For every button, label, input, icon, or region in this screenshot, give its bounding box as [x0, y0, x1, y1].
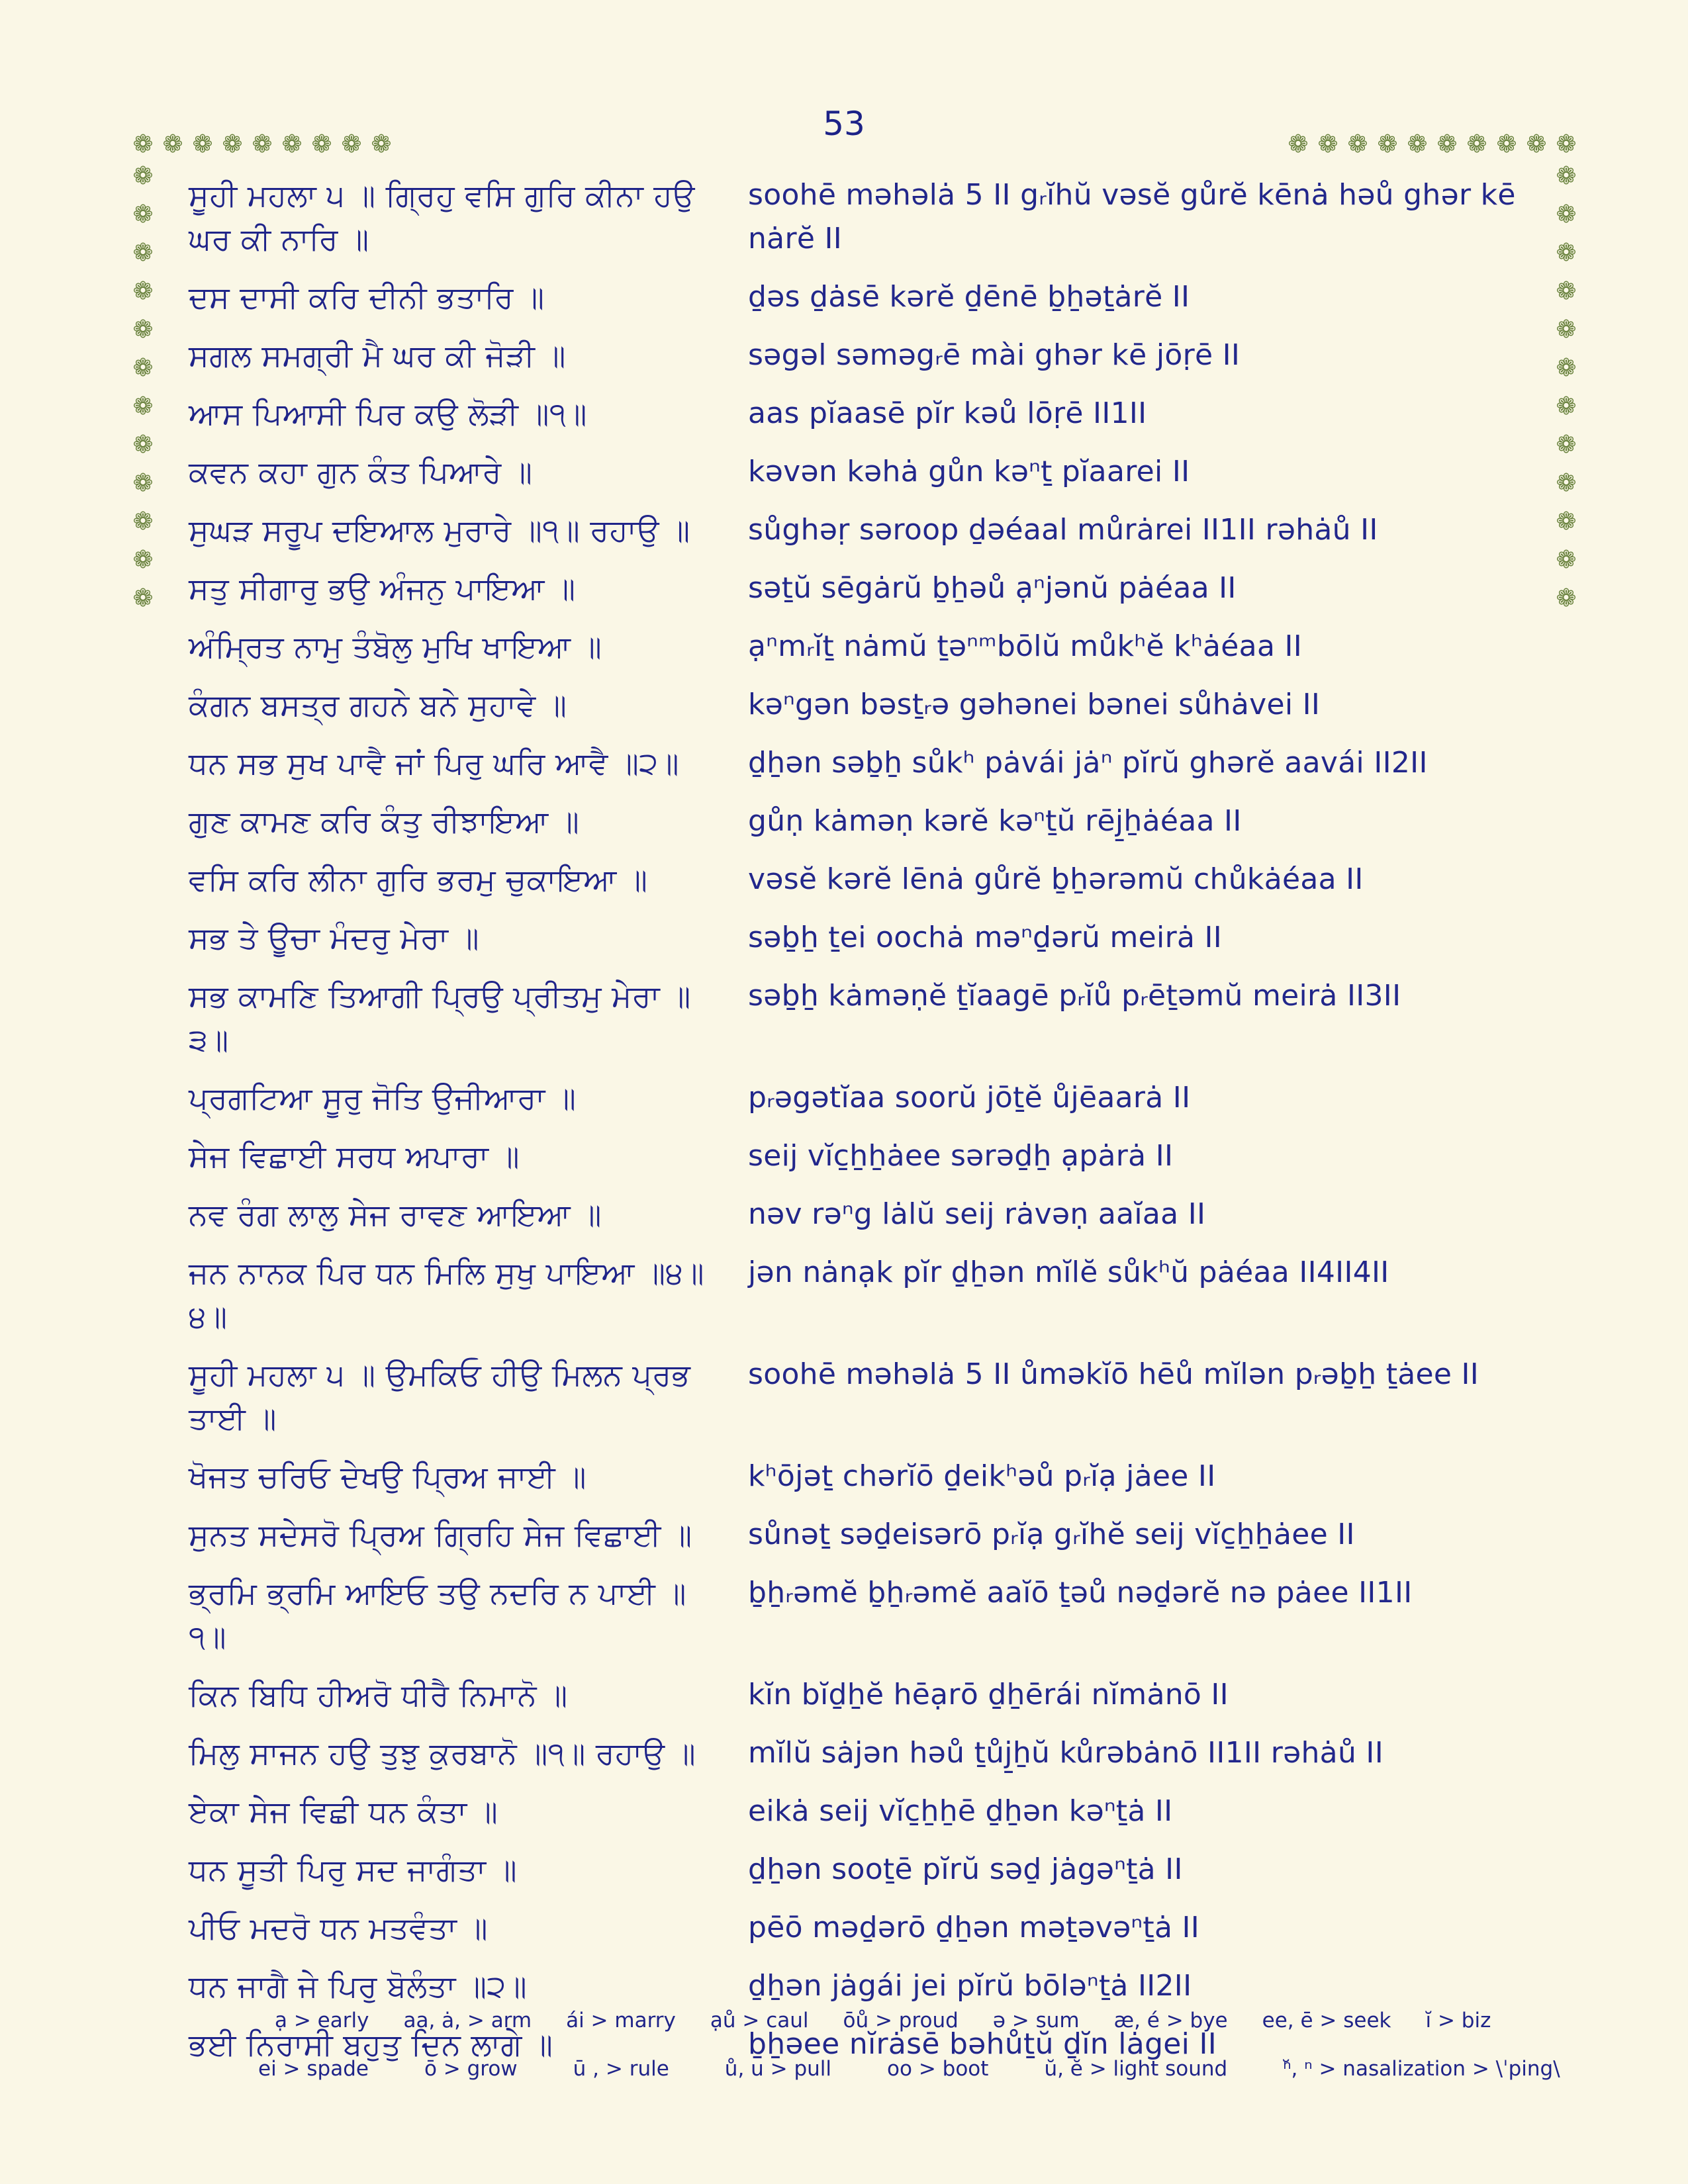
gurmukhi-line: ਸੂਹੀ ਮਹਲਾ ੫ ॥ ਗ੍ਰਿਹੁ ਵਸਿ ਗੁਰਿ ਕੀਨਾ ਹਉ ਘਰ ਕੀ ਨਾਰਿ ॥ — [189, 177, 695, 257]
transliteration-line: mĭlŭ sȧjən həů ṯůj̱ẖŭ kůrəbȧnō II1II rəhȧů II — [748, 1736, 1383, 1770]
verse-row — [189, 1193, 1536, 1236]
verse-row — [189, 1673, 1536, 1717]
verse-row — [189, 1571, 1536, 1659]
transliteration-line: seij vĭc̱ẖẖȧee sərəḏẖ ạpȧrȧ II — [748, 1139, 1174, 1173]
verse-row — [189, 508, 1536, 552]
legend-entry: ə > sum — [992, 2009, 1080, 2032]
verse-row — [189, 916, 1536, 960]
gurmukhi-line: ਆਸ ਪਿਆਸੀ ਪਿਰ ਕਉ ਲੋੜੀ ॥੧॥ — [189, 396, 587, 432]
verse-row — [189, 392, 1536, 435]
gurmukhi-line: ਕਵਨ ਕਹਾ ਗੁਨ ਕੰਤ ਪਿਆਰੇ ॥ — [189, 454, 533, 490]
gurmukhi-line: ਗੁਣ ਕਾਮਣ ਕਰਿ ਕੰਤੁ ਰੀਝਾਇਆ ॥ — [189, 803, 580, 839]
gurmukhi-line: ਦਸ ਦਾਸੀ ਕਰਿ ਦੀਨੀ ਭਤਾਰਿ ॥ — [189, 279, 545, 315]
right-flower-column — [1553, 163, 1579, 612]
gurmukhi-line: ਸੇਜ ਵਿਛਾਈ ਸਰਧ ਅਪਾਰਾ ॥ — [189, 1138, 520, 1174]
transliteration-line: ḇẖᵣəmĕ ḇẖᵣəmĕ aaĭō ṯəů nəḏərĕ nə pȧee II1II — [748, 1576, 1413, 1610]
gurmukhi-line: ਪੀਓ ਮਦਰੋ ਧਨ ਮਤਵੰਤਾ ॥ — [189, 1910, 489, 1946]
flower-icon — [308, 131, 335, 158]
gurmukhi-line: ਸੂਹੀ ਮਹਲਾ ੫ ॥ ਉਮਕਿਓ ਹੀਉ ਮਿਲਨ ਪ੍ਰਭ ਤਾਈ ॥ — [189, 1357, 691, 1436]
verse-row — [189, 1731, 1536, 1775]
left-flower-column — [130, 163, 156, 612]
flower-icon — [1315, 131, 1341, 158]
flower-icon — [279, 131, 305, 158]
flower-icon — [1493, 131, 1520, 158]
legend-entry: æ, é > bye — [1113, 2009, 1228, 2032]
verse-row — [189, 799, 1536, 843]
transliteration-line: səḇẖ kȧməṇĕ ṯĭaagē pᵣĭů pᵣēṯəmŭ meirȧ II3II — [748, 979, 1401, 1013]
flower-icon — [368, 131, 395, 158]
flower-icon — [189, 131, 216, 158]
gurmukhi-line: ਸਭ ਤੇ ਊਚਾ ਮੰਦਰੁ ਮੇਰਾ ॥ — [189, 920, 479, 956]
flower-icon — [1553, 547, 1579, 573]
transliteration-line: səgəl səməgᵣē mài ghər kē jōṛē II — [748, 338, 1241, 372]
flower-icon — [1404, 131, 1430, 158]
flower-icon — [1553, 278, 1579, 304]
flower-icon — [130, 508, 156, 535]
transliteration-line: kəvən kəhȧ gůn kəⁿṯ pĭaarei II — [748, 455, 1190, 488]
gurmukhi-line: ਸਤੁ ਸੀਗਾਰੁ ਭਉ ਅੰਜਨੁ ਪਾਇਆ ॥ — [189, 570, 576, 606]
transliteration-line: pēō məḏərō ḏẖən məṯəvəⁿṯȧ II — [748, 1911, 1200, 1944]
flower-icon — [249, 131, 275, 158]
flower-icon — [1285, 131, 1311, 158]
gurmukhi-line: ਏਕਾ ਸੇਜ ਵਿਛੀ ਧਨ ਕੰਤਾ ॥ — [189, 1794, 498, 1829]
verse-row — [189, 173, 1536, 261]
flower-icon — [338, 131, 365, 158]
flower-icon — [1553, 163, 1579, 189]
top-right-flower-row — [1285, 131, 1579, 158]
verse-row — [189, 1353, 1536, 1440]
flower-icon — [1553, 470, 1579, 496]
legend-entry: ū , > rule — [573, 2057, 669, 2081]
pronunciation-legend-row-2 — [258, 2057, 1560, 2081]
pronunciation-legend-row-1 — [275, 2009, 1491, 2032]
gurmukhi-line: ਪ੍ਰਗਟਿਆ ਸੂਰੁ ਜੋਤਿ ਉਜੀਆਰਾ ॥ — [189, 1080, 577, 1116]
transliteration-line: aas pĭaasē pĭr kəů lōṛē II1II — [748, 396, 1147, 430]
legend-entry: ⁿ̆, ⁿ > nasalization > \ˈping\ — [1283, 2057, 1560, 2081]
gurmukhi-line: ਕੰਗਨ ਬਸਤ੍ਰ ਗਹਨੇ ਬਨੇ ਸੁਹਾਵੇ ॥ — [189, 687, 567, 723]
verse-row — [189, 450, 1536, 494]
transliteration-line: ḇẖəee nĭrȧsē bəhůṯŭ ḏĭn lȧgei II — [748, 2027, 1217, 2061]
verse-row — [189, 1848, 1536, 1891]
flower-icon — [130, 393, 156, 420]
flower-icon — [1553, 240, 1579, 266]
legend-entry: ōů > proud — [843, 2009, 959, 2032]
flower-icon — [130, 240, 156, 266]
transliteration-line: pᵣəgətĭaa soorŭ jōṯĕ ůjēaarȧ II — [748, 1081, 1191, 1115]
verse-row — [189, 1790, 1536, 1833]
flower-icon — [1553, 585, 1579, 612]
gurmukhi-line: ਧਨ ਸਭ ਸੁਖ ਪਾਵੈ ਜਾਂ ਪਿਰੁ ਘਰਿ ਆਵੈ ॥੨॥ — [189, 745, 680, 781]
gurmukhi-line: ਸਭ ਕਾਮਣਿ ਤਿਆਗੀ ਪ੍ਰਿਉ ਪ੍ਰੀਤਮੁ ਮੇਰਾ ॥੩॥ — [189, 978, 691, 1058]
gurmukhi-line: ਭਈ ਨਿਰਾਸੀ ਬਹੁਤੁ ਦਿਨ ਲਾਗੇ ॥ — [189, 2026, 553, 2062]
verse-row — [189, 1076, 1536, 1120]
gurmukhi-line: ਨਵ ਰੰਗ ਲਾਲੁ ਸੇਜ ਰਾਵਣ ਆਇਆ ॥ — [189, 1197, 602, 1232]
flower-icon — [1434, 131, 1460, 158]
flower-icon — [130, 470, 156, 496]
gurmukhi-line: ਜਨ ਨਾਨਕ ਪਿਰ ਧਨ ਮਿਲਿ ਸੁਖੁ ਪਾਇਆ ॥੪॥੪॥ — [189, 1255, 705, 1334]
flower-icon — [1553, 316, 1579, 343]
verse-row — [189, 683, 1536, 727]
legend-entry: oo > boot — [887, 2057, 989, 2081]
gurmukhi-line: ਅੰਮ੍ਰਿਤ ਨਾਮੁ ਤੰਬੋਲੁ ਮੁਖਿ ਖਾਇਆ ॥ — [189, 629, 602, 664]
flower-icon — [1553, 201, 1579, 228]
flower-icon — [130, 355, 156, 381]
verse-row — [189, 567, 1536, 610]
transliteration-line: soohē məhəlȧ 5 II ůməkĭō hēů mĭlən pᵣəḇẖ ṯȧee II — [748, 1357, 1479, 1391]
flower-icon — [1553, 393, 1579, 420]
transliteration-line: vəsĕ kərĕ lēnȧ gůrĕ ḇẖərəmŭ chůkȧéaa II — [748, 862, 1364, 896]
flower-icon — [130, 585, 156, 612]
flower-icon — [130, 547, 156, 573]
transliteration-line: ḏəs ḏȧsē kərĕ ḏēnē ḇẖəṯȧrĕ II — [748, 280, 1190, 314]
flower-icon — [1553, 508, 1579, 535]
flower-icon — [130, 163, 156, 189]
flower-icon — [219, 131, 246, 158]
flower-icon — [130, 278, 156, 304]
transliteration-line: ḏẖən jȧgái jei pĭrŭ bōləⁿṯȧ II2II — [748, 1969, 1192, 2003]
transliteration-line: ạⁿmᵣĭṯ nȧmŭ ṯəⁿᵐbōlŭ můkʰĕ kʰȧéaa II — [748, 629, 1303, 663]
verse-row — [189, 625, 1536, 668]
flower-icon — [1553, 355, 1579, 381]
gurmukhi-line: ਵਸਿ ਕਰਿ ਲੀਨਾ ਗੁਰਿ ਭਰਮੁ ਚੁਕਾਇਆ ॥ — [189, 862, 648, 897]
verse-row — [189, 858, 1536, 901]
flower-icon — [160, 131, 186, 158]
verse-row — [189, 275, 1536, 319]
legend-entry: aa, ȧ, > arm — [403, 2009, 532, 2032]
transliteration-line: kĭn bĭḏẖĕ hēạrō ḏẖērái nĭmȧnō II — [748, 1678, 1229, 1711]
gurmukhi-line: ਸਗਲ ਸਮਗ੍ਰੀ ਮੈ ਘਰ ਕੀ ਜੋੜੀ ॥ — [189, 338, 566, 373]
verse-row — [189, 334, 1536, 377]
flower-icon — [130, 201, 156, 228]
legend-entry: ái > marry — [566, 2009, 676, 2032]
top-left-flower-row — [130, 131, 395, 158]
verse-row — [189, 1251, 1536, 1338]
legend-entry: ĭ > biz — [1425, 2009, 1491, 2032]
legend-entry: ŭ, ĕ > light sound — [1044, 2057, 1228, 2081]
verse-row — [189, 1906, 1536, 1950]
transliteration-line: eikȧ seij vĭc̱ẖẖē ḏẖən kəⁿṯȧ II — [748, 1794, 1173, 1828]
gurmukhi-line: ਸੁਨਤ ਸਦੇਸਰੋ ਪ੍ਰਿਅ ਗ੍ਰਿਹਿ ਸੇਜ ਵਿਛਾਈ ॥ — [189, 1517, 692, 1553]
flower-icon — [130, 131, 156, 158]
transliteration-line: jən nȧnạk pĭr ḏẖən mĭlĕ sůkʰŭ pȧéaa II4II4II — [748, 1255, 1389, 1289]
verse-row — [189, 974, 1536, 1062]
transliteration-line: kʰōjəṯ chərĭō ḏeikʰəů pᵣĭạ jȧee II — [748, 1459, 1216, 1493]
verse-row — [189, 1455, 1536, 1498]
transliteration-line: gůṇ kȧməṇ kərĕ kəⁿṯŭ rēj̱ẖȧéaa II — [748, 804, 1242, 838]
legend-entry: ei > spade — [258, 2057, 369, 2081]
gurmukhi-line: ਖੋਜਤ ਚਰਿਓ ਦੇਖਉ ਪ੍ਰਿਅ ਜਾਈ ॥ — [189, 1459, 586, 1494]
transliteration-line: nəv rəⁿg lȧlŭ seij rȧvəṇ aaĭaa II — [748, 1197, 1206, 1231]
legend-entry: ō > grow — [424, 2057, 518, 2081]
transliteration-line: səṯŭ sēgȧrŭ ḇẖəů ạⁿjənŭ pȧéaa II — [748, 571, 1237, 605]
transliteration-line: sůghəṛ səroop ḏəéaal můrȧrei II1II rəhȧů II — [748, 513, 1378, 547]
gurmukhi-line: ਸੁਘੜ ਸਰੂਪ ਦਇਆਲ ਮੁਰਾਰੇ ॥੧॥ ਰਹਾਉ ॥ — [189, 512, 690, 548]
gurmukhi-line: ਮਿਲੁ ਸਾਜਨ ਹਉ ਤੁਝੁ ਕੁਰਬਾਨੋ ॥੧॥ ਰਹਾਉ ॥ — [189, 1735, 696, 1771]
transliteration-line: sůnəṯ səḏeisərō pᵣĭạ gᵣĭhĕ seij vĭc̱ẖẖȧee II — [748, 1518, 1355, 1551]
legend-entry: ů, u > pull — [724, 2057, 832, 2081]
gurmukhi-line: ਧਨ ਜਾਗੈ ਜੇ ਪਿਰੁ ਬੋਲੰਤਾ ॥੨॥ — [189, 1968, 528, 2004]
gurmukhi-line: ਭ੍ਰਮਿ ਭ੍ਰਮਿ ਆਇਓ ਤਉ ਨਦਰਿ ਨ ਪਾਈ ॥੧॥ — [189, 1575, 686, 1655]
flower-icon — [1464, 131, 1490, 158]
transliteration-line: kəⁿgən bəsṯᵣə gəhənei bənei sůhȧvei II — [748, 688, 1321, 721]
flower-icon — [1553, 131, 1579, 158]
transliteration-line: ḏẖən səḇẖ sůkʰ pȧvái jȧⁿ pĭrŭ ghərĕ aavái II2II — [748, 746, 1428, 780]
flower-icon — [130, 316, 156, 343]
transliteration-line: ḏẖən sooṯē pĭrŭ səḏ jȧgəⁿṯȧ II — [748, 1852, 1183, 1886]
verse-row — [189, 1513, 1536, 1557]
scripture-body — [189, 173, 1536, 2081]
legend-entry: ạů > caul — [710, 2009, 809, 2032]
page-number: 53 — [823, 105, 865, 143]
flower-icon — [1374, 131, 1401, 158]
gurmukhi-line: ਕਿਨ ਬਿਧਿ ਹੀਅਰੋ ਧੀਰੈ ਨਿਮਾਨੋ ॥ — [189, 1677, 568, 1713]
transliteration-line: səḇẖ ṯei oochȧ məⁿḏərŭ meirȧ II — [748, 921, 1223, 954]
verse-row — [189, 1134, 1536, 1178]
gurmukhi-line: ਧਨ ਸੂਤੀ ਪਿਰੁ ਸਦ ਜਾਗੰਤਾ ॥ — [189, 1852, 518, 1888]
flower-icon — [1523, 131, 1550, 158]
flower-icon — [130, 432, 156, 458]
verse-row — [189, 741, 1536, 785]
legend-entry: ee, ē > seek — [1262, 2009, 1391, 2032]
flower-icon — [1553, 432, 1579, 458]
flower-icon — [1344, 131, 1371, 158]
verse-row — [189, 1964, 1536, 2008]
legend-entry: ạ > early — [275, 2009, 369, 2032]
transliteration-line: soohē məhəlȧ 5 II gᵣĭhŭ vəsĕ gůrĕ kēnȧ həů ghər kē nȧrĕ II — [748, 178, 1516, 255]
